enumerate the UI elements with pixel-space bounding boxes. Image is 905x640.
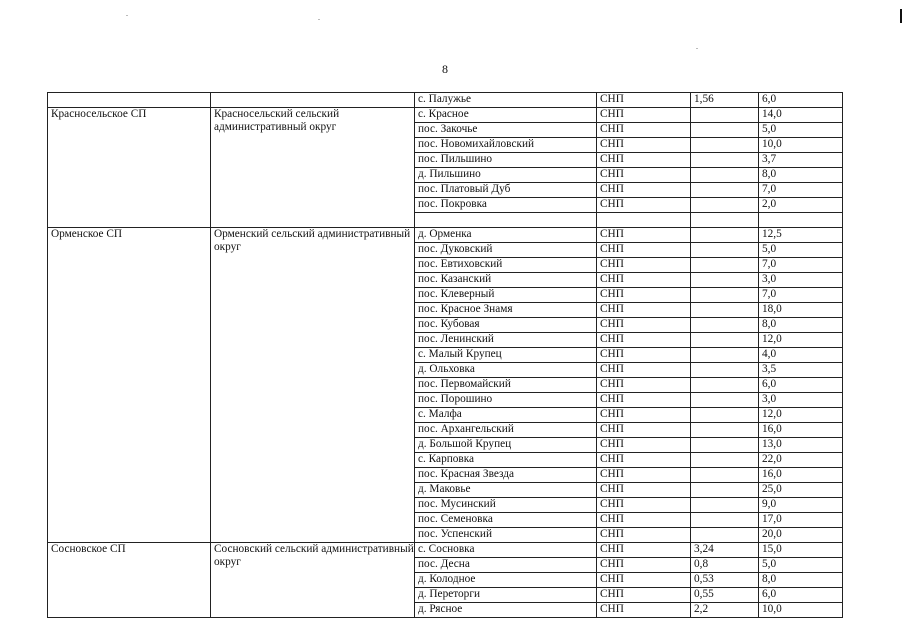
table-row — [48, 93, 843, 108]
value-cell — [691, 423, 759, 438]
value-cell — [691, 243, 759, 258]
value-cell — [691, 363, 759, 378]
distance-cell: 18,0 — [759, 303, 843, 318]
type-cell: СНП — [597, 558, 691, 573]
type-cell: СНП — [597, 198, 691, 213]
distance-cell: 15,0 — [759, 543, 843, 558]
distance-cell: 6,0 — [759, 93, 843, 108]
distance-cell: 3,0 — [759, 273, 843, 288]
distance-cell: 14,0 — [759, 108, 843, 123]
type-cell: СНП — [597, 408, 691, 423]
settlement-cell: Орменское СП — [48, 228, 211, 543]
value-cell — [691, 378, 759, 393]
type-cell: СНП — [597, 183, 691, 198]
distance-cell: 12,5 — [759, 228, 843, 243]
type-cell: СНП — [597, 483, 691, 498]
value-cell — [691, 453, 759, 468]
value-cell — [691, 438, 759, 453]
place-cell: пос. Кубовая — [415, 318, 597, 333]
type-cell: СНП — [597, 273, 691, 288]
place-cell: с. Карповка — [415, 453, 597, 468]
place-cell: пос. Евтиховский — [415, 258, 597, 273]
value-cell — [691, 333, 759, 348]
place-cell: пос. Первомайский — [415, 378, 597, 393]
place-cell: пос. Дуковский — [415, 243, 597, 258]
place-cell: с. Красное — [415, 108, 597, 123]
type-cell: СНП — [597, 153, 691, 168]
distance-cell: 6,0 — [759, 378, 843, 393]
distance-cell: 3,0 — [759, 393, 843, 408]
distance-cell: 22,0 — [759, 453, 843, 468]
place-cell: пос. Пильшино — [415, 153, 597, 168]
distance-cell: 8,0 — [759, 168, 843, 183]
distance-cell: 10,0 — [759, 138, 843, 153]
value-cell: 3,24 — [691, 543, 759, 558]
place-cell: пос. Красная Звезда — [415, 468, 597, 483]
type-cell: СНП — [597, 528, 691, 543]
value-cell — [691, 468, 759, 483]
distance-cell: 6,0 — [759, 588, 843, 603]
distance-cell: 8,0 — [759, 573, 843, 588]
value-cell: 2,2 — [691, 603, 759, 618]
distance-cell: 3,7 — [759, 153, 843, 168]
place-cell: с. Малфа — [415, 408, 597, 423]
value-cell — [691, 168, 759, 183]
type-cell: СНП — [597, 348, 691, 363]
place-cell: д. Рясное — [415, 603, 597, 618]
value-cell — [691, 513, 759, 528]
type-cell: СНП — [597, 363, 691, 378]
type-cell: СНП — [597, 513, 691, 528]
value-cell — [691, 408, 759, 423]
value-cell — [691, 183, 759, 198]
page-number: 8 — [442, 62, 448, 76]
place-cell: пос. Клеверный — [415, 288, 597, 303]
place-cell: пос. Мусинский — [415, 498, 597, 513]
type-cell: СНП — [597, 543, 691, 558]
place-cell: с. Сосновка — [415, 543, 597, 558]
value-cell — [691, 348, 759, 363]
value-cell — [691, 228, 759, 243]
value-cell — [691, 528, 759, 543]
place-cell: д. Большой Крупец — [415, 438, 597, 453]
value-cell — [691, 288, 759, 303]
place-cell: пос. Архангельский — [415, 423, 597, 438]
type-cell: СНП — [597, 573, 691, 588]
value-cell — [691, 483, 759, 498]
distance-cell: 13,0 — [759, 438, 843, 453]
distance-cell: 12,0 — [759, 333, 843, 348]
place-cell: пос. Закочье — [415, 123, 597, 138]
type-cell — [597, 213, 691, 228]
type-cell: СНП — [597, 168, 691, 183]
place-cell: пос. Новомихайловский — [415, 138, 597, 153]
table-row — [48, 543, 843, 558]
value-cell — [691, 138, 759, 153]
scan-speck — [126, 15, 128, 16]
place-cell: д. Ольховка — [415, 363, 597, 378]
place-cell: д. Пильшино — [415, 168, 597, 183]
settlements-table — [47, 92, 843, 618]
distance-cell: 20,0 — [759, 528, 843, 543]
type-cell: СНП — [597, 603, 691, 618]
type-cell: СНП — [597, 468, 691, 483]
distance-cell: 25,0 — [759, 483, 843, 498]
table-row — [48, 228, 843, 243]
type-cell: СНП — [597, 393, 691, 408]
distance-cell: 7,0 — [759, 258, 843, 273]
place-cell: д. Переторги — [415, 588, 597, 603]
type-cell: СНП — [597, 123, 691, 138]
value-cell — [691, 153, 759, 168]
distance-cell: 8,0 — [759, 318, 843, 333]
type-cell: СНП — [597, 138, 691, 153]
value-cell: 1,56 — [691, 93, 759, 108]
place-cell: с. Палужье — [415, 93, 597, 108]
table-row — [48, 108, 843, 123]
type-cell: СНП — [597, 498, 691, 513]
place-cell: пос. Успенский — [415, 528, 597, 543]
value-cell — [691, 393, 759, 408]
value-cell — [691, 213, 759, 228]
distance-cell: 5,0 — [759, 123, 843, 138]
type-cell: СНП — [597, 258, 691, 273]
type-cell: СНП — [597, 378, 691, 393]
distance-cell: 17,0 — [759, 513, 843, 528]
place-cell: пос. Семеновка — [415, 513, 597, 528]
district-cell: Орменский сельский административный округ — [211, 228, 415, 543]
distance-cell: 9,0 — [759, 498, 843, 513]
place-cell — [415, 213, 597, 228]
place-cell: пос. Десна — [415, 558, 597, 573]
place-cell: пос. Красное Знамя — [415, 303, 597, 318]
value-cell — [691, 318, 759, 333]
type-cell: СНП — [597, 303, 691, 318]
scan-speck — [318, 19, 320, 20]
distance-cell: 16,0 — [759, 468, 843, 483]
district-cell: Красносельский сельский административный округ — [211, 108, 415, 228]
type-cell: СНП — [597, 453, 691, 468]
distance-cell: 16,0 — [759, 423, 843, 438]
distance-cell — [759, 213, 843, 228]
settlement-cell: Сосновское СП — [48, 543, 211, 618]
type-cell: СНП — [597, 438, 691, 453]
type-cell: СНП — [597, 333, 691, 348]
value-cell — [691, 273, 759, 288]
distance-cell: 5,0 — [759, 243, 843, 258]
distance-cell: 2,0 — [759, 198, 843, 213]
value-cell: 0,55 — [691, 588, 759, 603]
place-cell: пос. Ленинский — [415, 333, 597, 348]
value-cell — [691, 258, 759, 273]
type-cell: СНП — [597, 588, 691, 603]
scan-edge-mark — [900, 9, 902, 23]
district-cell — [211, 93, 415, 108]
scan-speck — [696, 48, 698, 49]
type-cell: СНП — [597, 318, 691, 333]
settlement-cell: Красносельское СП — [48, 108, 211, 228]
distance-cell: 3,5 — [759, 363, 843, 378]
value-cell — [691, 498, 759, 513]
type-cell: СНП — [597, 288, 691, 303]
type-cell: СНП — [597, 108, 691, 123]
value-cell — [691, 108, 759, 123]
distance-cell: 12,0 — [759, 408, 843, 423]
type-cell: СНП — [597, 243, 691, 258]
value-cell: 0,53 — [691, 573, 759, 588]
distance-cell: 5,0 — [759, 558, 843, 573]
value-cell — [691, 123, 759, 138]
value-cell: 0,8 — [691, 558, 759, 573]
type-cell: СНП — [597, 93, 691, 108]
distance-cell: 4,0 — [759, 348, 843, 363]
place-cell: д. Колодное — [415, 573, 597, 588]
type-cell: СНП — [597, 228, 691, 243]
settlement-cell — [48, 93, 211, 108]
value-cell — [691, 198, 759, 213]
place-cell: с. Малый Крупец — [415, 348, 597, 363]
place-cell: д. Орменка — [415, 228, 597, 243]
district-cell: Сосновский сельский административный округ — [211, 543, 415, 618]
type-cell: СНП — [597, 423, 691, 438]
place-cell: пос. Платовый Дуб — [415, 183, 597, 198]
place-cell: пос. Порошино — [415, 393, 597, 408]
place-cell: д. Маковье — [415, 483, 597, 498]
distance-cell: 10,0 — [759, 603, 843, 618]
place-cell: пос. Покровка — [415, 198, 597, 213]
distance-cell: 7,0 — [759, 183, 843, 198]
place-cell: пос. Казанский — [415, 273, 597, 288]
distance-cell: 7,0 — [759, 288, 843, 303]
value-cell — [691, 303, 759, 318]
